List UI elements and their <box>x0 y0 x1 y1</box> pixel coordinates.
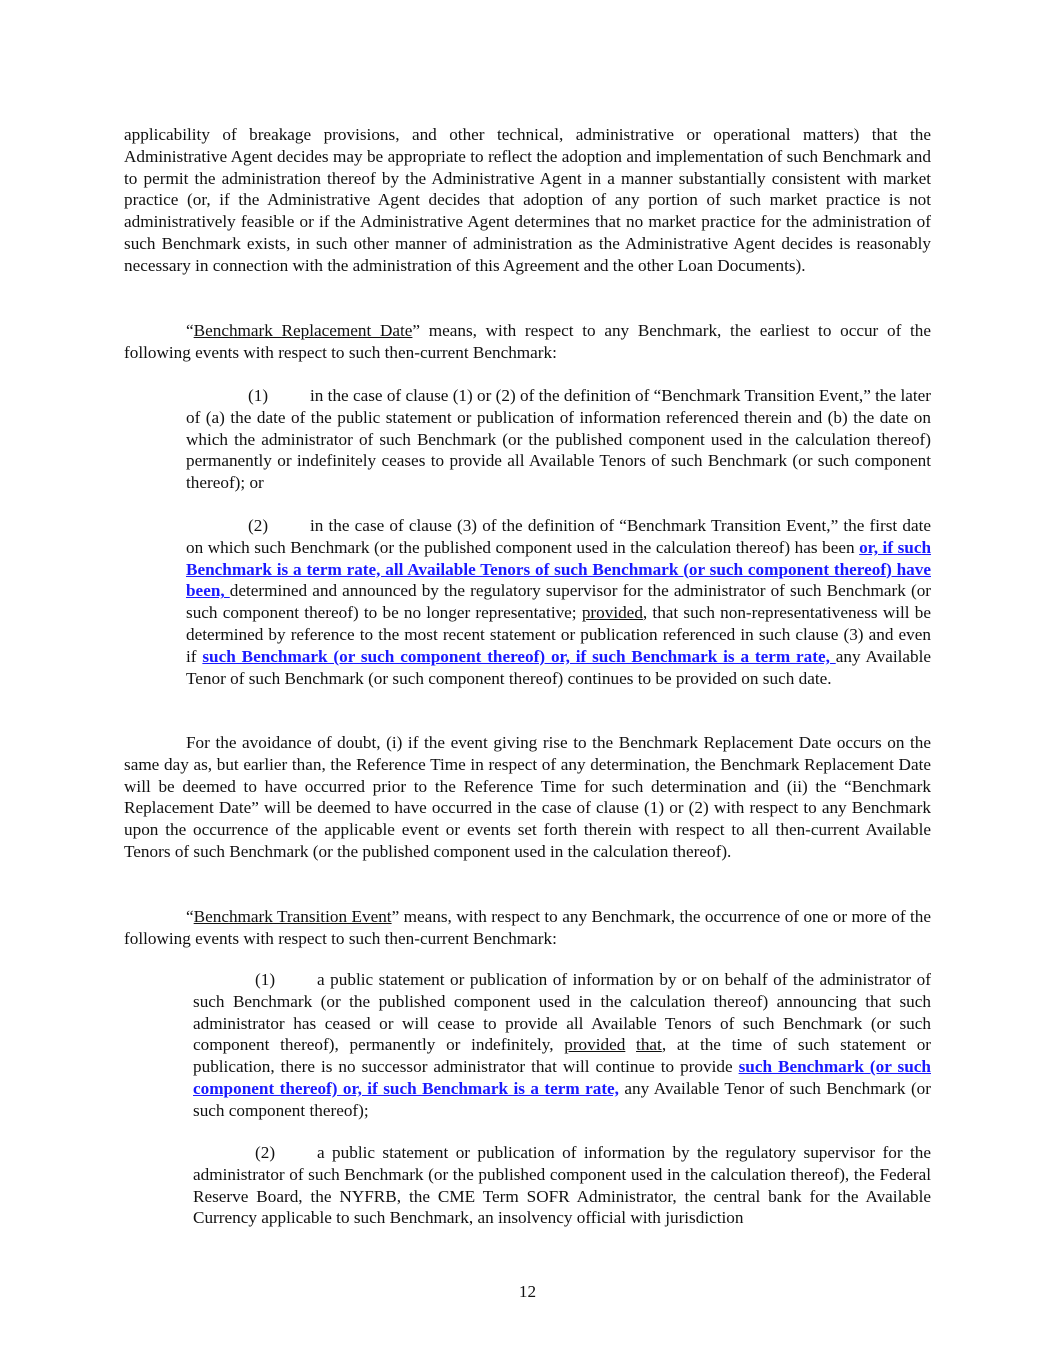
clause-number: (2) <box>255 1143 276 1162</box>
clause-brd-1 <box>186 385 931 494</box>
inserted-text: such Benchmark (or such component thereof) or, if such Benchmark is a term rate, <box>202 646 836 666</box>
defined-term-benchmark-transition-event: Benchmark Transition Event <box>193 907 392 926</box>
definition-text: ” means, with respect to any Benchmark, the earliest to occur of the following events with respect to such then-current Benchmark: <box>124 321 931 362</box>
clause-text: any Available Tenor of such Benchmark (or such component thereof) continues to be provided on such date. <box>186 646 932 688</box>
paragraph-avoidance-of-doubt: For the avoidance of doubt, (i) if the event giving rise to the Benchmark Replacement Date occurs on the same day as, but earlier than, the Reference Time in respect of any determination, the Benchmark Replacement Date will be deemed to have occurred prior to the Reference Time for such determination and (ii) the “Benchmark Replacement Date” will be deemed to have occurred in the case of clause (1) or (2) with respect to any Benchmark upon the occurrence of the applicable event or events set forth therein with respect to all then-current Available Tenors of such Benchmark (or the published component used in the calculation thereof). <box>124 733 931 861</box>
clause-bte-1 <box>193 969 931 1122</box>
defined-term-benchmark-replacement-date: Benchmark Replacement Date <box>193 321 413 340</box>
definition-benchmark-transition-event <box>124 906 931 950</box>
page-number: 12 <box>518 1282 537 1301</box>
clause-text: a public statement or publication of information by or on behalf of the administrator of such Benchmark (or the published component used in the calculation thereof) announcing that such administrator has ceased or will cease to provide all Available Tenors of such Benchmark (or such component thereof), permanently or indefinitely, <box>193 970 931 1055</box>
open-quote: “ <box>186 321 194 340</box>
clause-text: in the case of clause (3) of the definition of “Benchmark Transition Event,” the first date on which such Benchmark (or the published component used in the calculation thereof) has been <box>186 516 931 557</box>
clause-text: determined and announced by the regulatory supervisor for the administrator of such Benchmark (or such component thereof) to be no longer representative; <box>186 581 932 623</box>
clause-number: (1) <box>255 970 276 989</box>
inserted-text: such Benchmark (or such component thereof) or, if such Benchmark is a term rate, <box>193 1057 931 1098</box>
inserted-text: or, if such Benchmark is a term rate, all Available Tenors of such Benchmark (or such component thereof) have been, <box>186 537 932 601</box>
paragraph-breakage-continuation: applicability of breakage provisions, and other technical, administrative or operational matters) that the Administrative Agent decides may be appropriate to reflect the adoption and implementation of such Benchmark and to permit the administration thereof by the Administrative Agent in a manner substantially consistent with market practice (or, if the Administrative Agent decides that adoption of any portion of such market practice is not administratively feasible or if the Administrative Agent determines that no market practice for the administration of such Benchmark exists, in such other manner of administration as the Administrative Agent decides is reasonably necessary in connection with the administration of this Agreement and the other Loan Documents). <box>124 125 931 275</box>
clause-text: any Available Tenor of such Benchmark (or such component thereof); <box>193 1078 931 1120</box>
definition-text: ” means, with respect to any Benchmark, the occurrence of one or more of the following events with respect to such then-current Benchmark: <box>124 907 931 948</box>
clause-text: a public statement or publication of information by the regulatory supervisor for the administrator of such Benchmark (or the published component used in the calculation thereof), the Federal Reserve Board, the NYFRB, the CME Term SOFR Administrator, the central bank for the Available Currency applicable to such Benchmark, an insolvency official with jurisdiction <box>193 1143 931 1228</box>
definition-benchmark-replacement-date <box>124 320 931 364</box>
clause-bte-2 <box>193 1142 931 1229</box>
term-that: that <box>636 1035 662 1055</box>
term-provided: provided <box>581 603 643 623</box>
spacer <box>625 1035 636 1054</box>
clause-text: , at the time of such statement or publication, there is no successor administrator that will continue to provide <box>193 1035 932 1077</box>
clause-number: (1) <box>248 386 269 405</box>
clause-text: in the case of clause (1) or (2) of the definition of “Benchmark Transition Event,” the later of (a) the date of the public statement or publication of information referenced therein and (b) the date on which the administrator of such Benchmark (or the published component used in the calculation thereof) permanently or indefinitely ceases to provide all Available Tenors of such Benchmark (or such component thereof); or <box>186 386 931 493</box>
clause-text: , that such non-representativeness will be determined by reference to the most recent statement or publication referenced in such clause (3) and even if <box>186 603 931 666</box>
clause-brd-2 <box>186 515 931 689</box>
clause-number: (2) <box>248 516 269 535</box>
term-provided: provided <box>564 1035 626 1055</box>
open-quote: “ <box>186 907 194 926</box>
